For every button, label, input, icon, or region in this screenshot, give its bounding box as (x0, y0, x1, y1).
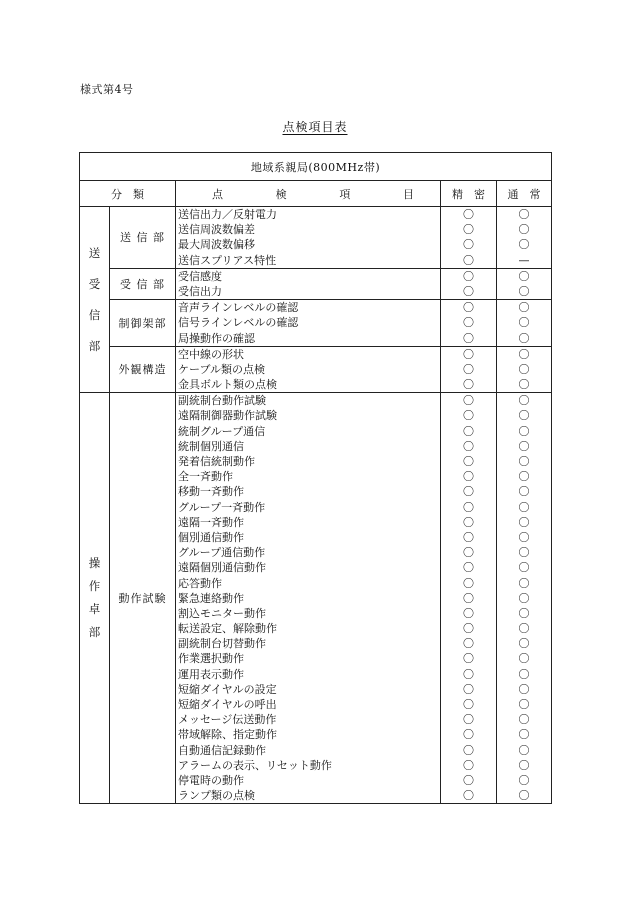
normal-mark: 〇 (518, 378, 530, 392)
item-label: 遠隔制御器動作試験 (178, 409, 277, 423)
precise-mark: 〇 (463, 362, 474, 376)
item-label: 自動通信記録動作 (178, 743, 266, 757)
item-label: 停電時の動作 (178, 773, 244, 787)
section-name-char: 作 (88, 579, 101, 594)
item-label: 金具ボルト類の点検 (178, 378, 277, 392)
normal-mark: 〇 (518, 622, 530, 636)
table-caption: 地域系親局(800MHz帯) (80, 153, 552, 181)
normal-mark: 〇 (518, 773, 530, 787)
item-label: 緊急連絡動作 (178, 591, 244, 605)
item-label: 遠隔一斉動作 (178, 515, 244, 529)
precise-mark: 〇 (463, 378, 474, 392)
group-row (80, 207, 552, 269)
document-title: 点検項目表 (282, 120, 348, 134)
normal-mark: 〇 (518, 758, 530, 772)
item-label: 送信スプリアス特性 (178, 253, 277, 267)
precise-mark: 〇 (463, 301, 474, 315)
group-name: 動作試験 (110, 393, 176, 804)
table-caption-row (80, 153, 552, 181)
normal-mark: 〇 (518, 362, 530, 376)
item-label: 副統制台切替動作 (178, 637, 266, 651)
item-label: 受信出力 (178, 284, 222, 298)
precise-mark: 〇 (463, 269, 474, 283)
precise-marks (441, 393, 497, 804)
precise-mark: 〇 (463, 622, 474, 636)
item-label: アラームの表示、リセット動作 (178, 758, 332, 772)
normal-mark: 〇 (518, 439, 530, 453)
normal-mark: 〇 (518, 728, 530, 742)
normal-mark: 〇 (518, 515, 530, 529)
normal-mark: 〇 (518, 470, 530, 484)
section-name-char: 部 (88, 625, 101, 640)
normal-mark: 〇 (518, 424, 530, 438)
item-label: 全一斉動作 (178, 470, 233, 484)
normal-mark: 〇 (518, 485, 530, 499)
normal-mark: 〇 (518, 223, 530, 237)
normal-mark: 〇 (518, 576, 530, 590)
normal-mark: 〇 (518, 667, 530, 681)
precise-mark: 〇 (463, 470, 474, 484)
section-name (80, 207, 110, 393)
item-label: 信号ラインレベルの確認 (178, 316, 299, 330)
precise-mark: 〇 (463, 347, 474, 361)
header-category-label: 分 類 (111, 187, 144, 201)
normal-marks (497, 300, 552, 347)
item-label: 転送設定、解除動作 (178, 622, 277, 636)
precise-mark: 〇 (463, 758, 474, 772)
item-label: 発着信統制動作 (178, 455, 255, 468)
precise-mark: 〇 (463, 530, 474, 544)
item-list (176, 268, 441, 299)
precise-marks (441, 300, 497, 347)
precise-mark: 〇 (463, 238, 474, 252)
header-item (176, 181, 441, 207)
precise-mark: 〇 (463, 316, 474, 330)
group-row (80, 268, 552, 299)
item-label: 局操動作の確認 (178, 331, 255, 345)
header-category (80, 181, 176, 207)
item-label: 受信感度 (178, 269, 222, 283)
item-label: 応答動作 (178, 576, 222, 590)
normal-mark: — (518, 253, 530, 267)
item-list (176, 300, 441, 347)
item-label: グループ一斉動作 (178, 500, 266, 514)
precise-mark: 〇 (463, 713, 474, 727)
item-label: 帯域解除、指定動作 (178, 728, 277, 742)
normal-marks (497, 393, 552, 804)
normal-mark: 〇 (518, 713, 530, 727)
normal-mark: 〇 (518, 347, 530, 361)
normal-mark: 〇 (518, 301, 530, 315)
precise-mark: 〇 (463, 728, 474, 742)
item-label: 空中線の形状 (178, 347, 244, 361)
precise-mark: 〇 (463, 698, 474, 711)
precise-mark: 〇 (463, 223, 474, 237)
item-label: 運用表示動作 (178, 667, 244, 681)
item-label: グループ通信動作 (178, 546, 266, 560)
header-normal: 通 常 (497, 181, 552, 207)
normal-mark: 〇 (518, 652, 530, 666)
precise-mark: 〇 (463, 284, 474, 298)
precise-mark: 〇 (463, 789, 474, 803)
normal-mark: 〇 (518, 269, 530, 283)
precise-mark: 〇 (463, 561, 474, 575)
normal-mark: 〇 (518, 500, 530, 514)
item-label: 個別通信動作 (178, 530, 244, 544)
item-label: ケーブル類の点検 (178, 362, 266, 376)
precise-mark: 〇 (463, 515, 474, 529)
header-precise: 精 密 (441, 181, 497, 207)
normal-mark: 〇 (518, 637, 530, 651)
section-name-char: 信 (88, 307, 101, 322)
header-row (80, 181, 552, 207)
precise-mark: 〇 (463, 773, 474, 787)
normal-mark: 〇 (518, 698, 530, 711)
normal-mark: 〇 (518, 606, 530, 620)
normal-mark: 〇 (518, 743, 530, 757)
inspection-table (79, 152, 552, 804)
normal-mark: 〇 (518, 682, 530, 696)
normal-mark: 〇 (518, 561, 530, 575)
precise-marks (441, 346, 497, 393)
section-name (80, 393, 110, 804)
precise-mark: 〇 (463, 667, 474, 681)
precise-mark: 〇 (463, 485, 474, 499)
item-list (176, 346, 441, 393)
normal-marks (497, 346, 552, 393)
header-item-char: 目 (402, 187, 414, 201)
normal-mark: 〇 (518, 546, 530, 560)
precise-marks (441, 207, 497, 269)
item-label: ランプ類の点検 (178, 789, 255, 803)
precise-mark: 〇 (463, 682, 474, 696)
precise-marks (441, 268, 497, 299)
group-name: 受 信 部 (110, 268, 176, 299)
precise-mark: 〇 (463, 591, 474, 605)
item-label: 移動一斉動作 (178, 485, 244, 499)
item-label: 送信出力／反射電力 (178, 208, 277, 221)
section-name-char: 送 (88, 245, 101, 260)
item-label: メッセージ伝送動作 (178, 713, 277, 727)
precise-mark: 〇 (463, 743, 474, 757)
precise-mark: 〇 (463, 455, 474, 468)
precise-mark: 〇 (463, 439, 474, 453)
normal-mark: 〇 (518, 591, 530, 605)
item-label: 音声ラインレベルの確認 (178, 301, 299, 315)
item-label: 遠隔個別通信動作 (178, 561, 266, 575)
group-row (80, 300, 552, 347)
normal-mark: 〇 (518, 316, 530, 330)
group-name: 外観構造 (110, 346, 176, 393)
precise-mark: 〇 (463, 576, 474, 590)
item-label: 短縮ダイヤルの設定 (178, 682, 277, 696)
group-name: 送 信 部 (110, 207, 176, 269)
normal-marks (497, 207, 552, 269)
precise-mark: 〇 (463, 652, 474, 666)
precise-mark: 〇 (463, 637, 474, 651)
section-name-char: 操 (88, 556, 101, 571)
precise-mark: 〇 (463, 394, 474, 408)
normal-mark: 〇 (518, 394, 530, 408)
section-name-char: 卓 (88, 602, 101, 617)
item-list (176, 393, 441, 804)
item-label: 割込モニター動作 (178, 606, 266, 620)
header-item-char: 項 (339, 187, 351, 201)
precise-mark: 〇 (463, 409, 474, 423)
header-item-char: 検 (275, 187, 287, 201)
section-name-char: 部 (88, 338, 101, 353)
precise-mark: 〇 (463, 253, 474, 267)
item-label: 送信周波数偏差 (178, 223, 255, 237)
normal-mark: 〇 (518, 455, 530, 468)
precise-mark: 〇 (463, 500, 474, 514)
item-label: 短縮ダイヤルの呼出 (178, 698, 277, 711)
normal-mark: 〇 (518, 331, 530, 345)
normal-mark: 〇 (518, 409, 530, 423)
group-row (80, 346, 552, 393)
group-name: 制御架部 (110, 300, 176, 347)
normal-mark: 〇 (518, 238, 530, 252)
item-label: 最大周波数偏移 (178, 238, 255, 252)
precise-mark: 〇 (463, 546, 474, 560)
precise-mark: 〇 (463, 424, 474, 438)
header-item-char: 点 (212, 187, 223, 201)
group-row (80, 393, 552, 804)
item-list (176, 207, 441, 269)
item-label: 統制グループ通信 (178, 424, 266, 438)
normal-marks (497, 268, 552, 299)
item-label: 作業選択動作 (178, 652, 244, 666)
normal-mark: 〇 (518, 284, 530, 298)
normal-mark: 〇 (518, 208, 530, 221)
form-number: 様式第4号 (80, 83, 134, 96)
item-label: 副統制台動作試験 (178, 394, 266, 408)
precise-mark: 〇 (463, 606, 474, 620)
normal-mark: 〇 (518, 530, 530, 544)
normal-mark: 〇 (518, 789, 530, 803)
precise-mark: 〇 (463, 331, 474, 345)
precise-mark: 〇 (463, 208, 474, 221)
item-label: 統制個別通信 (178, 439, 244, 453)
section-name-char: 受 (88, 276, 101, 291)
